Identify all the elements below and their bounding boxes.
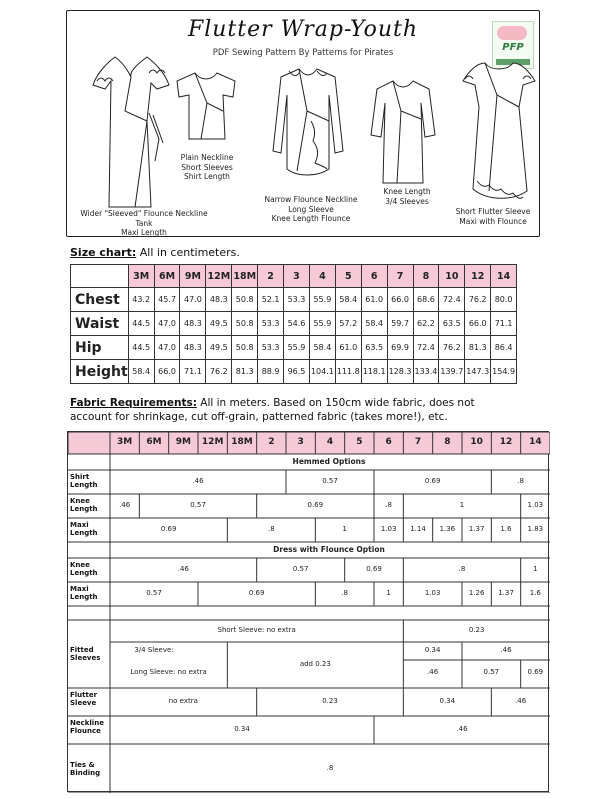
shirt-length-cell: .8 [517, 477, 524, 485]
fabric-size-header: 5 [356, 437, 363, 447]
caption-line: Wider "Sleeved" Flounce Neckline [80, 209, 208, 218]
size-row-label: Chest [71, 288, 129, 312]
shirt-length-cell: 0.57 [322, 477, 338, 485]
size-cell: 58.4 [128, 360, 154, 384]
view3-caption [251, 195, 371, 224]
maxi-length-cell: 1.14 [410, 525, 426, 533]
size-cell: 61.0 [361, 288, 387, 312]
size-cell: 118.1 [361, 360, 387, 384]
maxi-length-cell: 1.03 [380, 525, 397, 533]
long-sleeve-value: 0.57 [483, 668, 500, 676]
caption-line: Maxi Length [121, 228, 167, 237]
size-header-cell: 9M [180, 265, 206, 288]
fabric-note-line1: All in meters. Based on 150cm wide fabric, does not [200, 397, 475, 409]
size-row-label: Hip [71, 336, 129, 360]
neckline-flounce-cell: .46 [456, 725, 468, 733]
size-header-cell: 12 [465, 265, 491, 288]
size-header-cell: 2 [258, 265, 284, 288]
size-header-cell: 4 [309, 265, 335, 288]
knee-length-cell: .8 [385, 501, 392, 509]
size-chart-heading [70, 246, 240, 259]
size-row [71, 360, 517, 384]
knee-flounce-cell: 0.57 [292, 565, 309, 573]
size-cell: 61.0 [335, 336, 361, 360]
three-quarter-value: .46 [500, 646, 512, 654]
fabric-grid [68, 432, 550, 793]
fabric-size-header: 12M [201, 437, 224, 447]
maxi-flounce-cell: 1 [386, 589, 391, 597]
row-label-shirt: Shirt Length [70, 473, 98, 489]
three-quarter-sleeve-cell: 3/4 Sleeve: [134, 646, 174, 654]
size-cell: 154.9 [491, 360, 517, 384]
fabric-size-header: 6M [146, 437, 162, 447]
fabric-requirements-table [67, 431, 549, 792]
row-label-flutter-sleeve: Flutter Sleeve [70, 691, 98, 707]
knee-flounce-cell: 1 [533, 565, 538, 573]
caption-line: Short Flutter Sleeve [455, 207, 531, 216]
size-cell: 47.0 [154, 336, 180, 360]
size-header-cell: 6M [154, 265, 180, 288]
size-cell: 128.3 [387, 360, 413, 384]
maxi-length-cell: 1.6 [500, 525, 512, 533]
maxi-flounce-cell: 0.57 [146, 589, 162, 597]
ties-binding-cell: .8 [326, 763, 334, 772]
size-cell: 71.1 [491, 312, 517, 336]
fabric-note-line2: account for shrinkage, cut off-grain, patterned fabric (takes more!), etc. [70, 411, 448, 423]
size-cell: 50.8 [232, 312, 258, 336]
neckline-flounce-cell: 0.34 [234, 725, 250, 733]
size-cell: 81.3 [465, 336, 491, 360]
knee-flounce-cell: .8 [458, 565, 466, 573]
size-cell: 53.3 [284, 288, 310, 312]
size-cell: 72.4 [413, 336, 439, 360]
caption-line: Tank [135, 218, 153, 228]
flutter-sleeve-cell: 0.34 [439, 697, 456, 705]
row-label-maxi-flounce: Maxi Length [70, 585, 98, 601]
fabric-size-header: 10 [470, 437, 483, 447]
size-cell: 66.0 [465, 312, 491, 336]
size-cell: 62.2 [413, 312, 439, 336]
view1-caption [69, 209, 219, 238]
caption-line: Long Sleeve [288, 204, 334, 214]
size-cell: 86.4 [491, 336, 517, 360]
shirt-length-cell: .46 [192, 477, 204, 485]
size-header-cell: 10 [439, 265, 465, 288]
size-cell: 63.5 [361, 336, 387, 360]
caption-line: Short Sleeves [181, 162, 233, 172]
knee-flounce-cell: 0.69 [366, 565, 382, 573]
view5-caption [445, 207, 541, 226]
fabric-size-header: 7 [414, 437, 422, 447]
size-cell: 55.9 [284, 336, 310, 360]
pattern-header-card [66, 10, 540, 237]
hemmed-options-title: Hemmed Options [292, 457, 366, 466]
dress-view-flutter-maxi-flounce [463, 63, 535, 198]
size-cell: 44.5 [128, 312, 154, 336]
pattern-title: Flutter Wrap-Youth [187, 17, 419, 42]
size-cell: 50.8 [232, 336, 258, 360]
knee-length-cell: 0.57 [190, 501, 206, 509]
size-cell: 55.9 [309, 312, 335, 336]
row-label-ties-binding: Ties & Binding [70, 760, 101, 777]
size-cell: 52.1 [258, 288, 284, 312]
caption-line: Maxi with Flounce [459, 216, 527, 226]
size-cell: 76.2 [439, 336, 465, 360]
caption-line: Narrow Flounce Neckline [264, 195, 358, 204]
fabric-size-header: 9M [175, 437, 191, 447]
size-header-cell: 3 [284, 265, 310, 288]
fabric-heading [70, 397, 475, 409]
fabric-size-header: 6 [385, 437, 392, 447]
size-row [71, 336, 517, 360]
pattern-subtitle: PDF Sewing Pattern By Patterns for Pirates [212, 48, 394, 58]
size-cell: 59.7 [387, 312, 413, 336]
knee-length-cell: 0.69 [307, 501, 324, 509]
fabric-size-header: 12 [499, 437, 513, 447]
size-cell: 53.3 [258, 312, 284, 336]
knee-length-cell: 1.03 [527, 501, 544, 509]
size-chart-body [71, 288, 517, 384]
row-label-fitted-sleeves: Fitted Sleeves [70, 646, 101, 662]
size-cell: 111.8 [335, 360, 361, 384]
size-cell: 48.3 [206, 288, 232, 312]
size-cell: 104.1 [309, 360, 335, 384]
three-quarter-value: 0.34 [424, 646, 441, 654]
flutter-sleeve-cell: .46 [515, 697, 527, 705]
view4-caption [367, 187, 447, 206]
fabric-size-header: 3M [117, 437, 133, 447]
caption-line: 3/4 Sleeves [385, 196, 429, 206]
short-sleeve-value: 0.23 [468, 626, 485, 634]
add-value-cell: add 0.23 [299, 660, 331, 668]
size-header-cell: 12M [206, 265, 232, 288]
caption-line: Shirt Length [184, 172, 230, 181]
flutter-sleeve-cell: 0.23 [322, 697, 338, 705]
long-sleeve-value: 0.69 [527, 668, 544, 676]
dress-flounce-title: Dress with Flounce Option [273, 545, 385, 554]
size-cell: 49.5 [206, 312, 232, 336]
size-cell: 45.7 [154, 288, 180, 312]
size-cell: 63.5 [439, 312, 465, 336]
size-header-cell: 14 [491, 265, 517, 288]
fabric-title: Fabric Requirements: [70, 397, 197, 409]
knee-length-cell: 1 [459, 501, 465, 509]
size-cell: 81.3 [232, 360, 258, 384]
size-chart-note: All in centimeters. [139, 246, 240, 259]
size-header-cell: 18M [232, 265, 258, 288]
size-cell: 71.1 [180, 360, 206, 384]
size-row [71, 312, 517, 336]
size-cell: 43.2 [128, 288, 154, 312]
size-cell: 66.0 [154, 360, 180, 384]
size-chart-table [70, 264, 517, 384]
size-cell: 57.2 [335, 312, 361, 336]
fabric-size-header: 3 [297, 437, 304, 447]
caption-line: Knee Length Flounce [271, 214, 351, 223]
size-cell: 58.4 [335, 288, 361, 312]
size-cell: 54.6 [284, 312, 310, 336]
size-cell: 68.6 [413, 288, 439, 312]
maxi-flounce-cell: 1.03 [424, 589, 441, 597]
knee-flounce-cell: .46 [177, 565, 189, 573]
size-header-cell: 5 [335, 265, 361, 288]
fabric-size-header: 14 [529, 437, 542, 447]
size-cell: 44.5 [128, 336, 154, 360]
shirt-length-cell: 0.69 [424, 477, 441, 485]
logo-text: PFP [502, 42, 524, 53]
size-cell: 47.0 [154, 312, 180, 336]
size-cell: 66.0 [387, 288, 413, 312]
dress-view-narrow-flounce-knee [273, 69, 343, 175]
caption-line: Knee Length [383, 187, 431, 196]
size-cell: 76.2 [206, 360, 232, 384]
size-cell: 139.7 [439, 360, 465, 384]
row-label-neckline-flounce: Neckline Flounce [70, 719, 104, 735]
size-chart-title: Size chart: [70, 246, 137, 259]
fabric-size-header: 2 [268, 437, 275, 447]
size-cell: 50.8 [232, 288, 258, 312]
dress-view-wide-flounce-maxi [93, 57, 169, 207]
maxi-flounce-cell: .8 [341, 589, 348, 597]
size-cell: 49.5 [206, 336, 232, 360]
knee-length-cell: .46 [119, 501, 131, 509]
size-cell: 58.4 [309, 336, 335, 360]
view2-caption [162, 153, 252, 182]
size-cell: 76.2 [465, 288, 491, 312]
maxi-flounce-cell: 1.6 [529, 589, 541, 597]
dress-view-plain-shirt [177, 73, 235, 139]
maxi-flounce-cell: 0.69 [248, 589, 265, 597]
size-header-corner [71, 265, 129, 288]
maxi-length-cell: 1.37 [468, 525, 485, 533]
maxi-length-cell: 1 [342, 525, 347, 533]
short-sleeve-cell: Short Sleeve: no extra [217, 626, 296, 634]
caption-line: Plain Neckline [180, 153, 234, 162]
size-cell: 88.9 [258, 360, 284, 384]
size-cell: 96.5 [284, 360, 310, 384]
long-sleeve-value: .46 [427, 668, 439, 676]
fabric-size-header: 8 [444, 437, 451, 447]
fabric-size-header: 18M [231, 437, 253, 447]
row-label-knee-flounce: Knee Length [70, 561, 98, 577]
row-label-knee: Knee Length [70, 497, 98, 513]
size-cell: 133.4 [413, 360, 439, 384]
fabric-size-header: 4 [326, 437, 334, 447]
size-cell: 80.0 [491, 288, 517, 312]
maxi-flounce-cell: 1.26 [468, 589, 485, 597]
size-cell: 55.9 [309, 288, 335, 312]
size-cell: 147.3 [465, 360, 491, 384]
maxi-length-cell: 1.36 [439, 525, 456, 533]
size-cell: 69.9 [387, 336, 413, 360]
size-row-label: Waist [71, 312, 129, 336]
size-cell: 58.4 [361, 312, 387, 336]
dress-view-knee-three-quarter [371, 81, 435, 183]
row-label-maxi: Maxi Length [70, 521, 98, 537]
maxi-flounce-cell: 1.37 [498, 589, 514, 597]
size-header-cell: 3M [128, 265, 154, 288]
size-cell: 72.4 [439, 288, 465, 312]
maxi-length-cell: 1.83 [527, 525, 544, 533]
size-header-cell: 7 [387, 265, 413, 288]
size-header-row [71, 265, 517, 288]
size-cell: 47.0 [180, 288, 206, 312]
maxi-length-cell: 0.69 [160, 525, 177, 533]
size-row-label: Height [71, 360, 129, 384]
size-cell: 48.3 [180, 312, 206, 336]
long-sleeve-cell: Long Sleeve: no extra [130, 668, 207, 676]
size-header-cell: 8 [413, 265, 439, 288]
size-header-cell: 6 [361, 265, 387, 288]
flutter-sleeve-cell: no extra [168, 697, 198, 705]
size-cell: 53.3 [258, 336, 284, 360]
maxi-length-cell: .8 [267, 525, 275, 533]
size-row [71, 288, 517, 312]
size-cell: 48.3 [180, 336, 206, 360]
